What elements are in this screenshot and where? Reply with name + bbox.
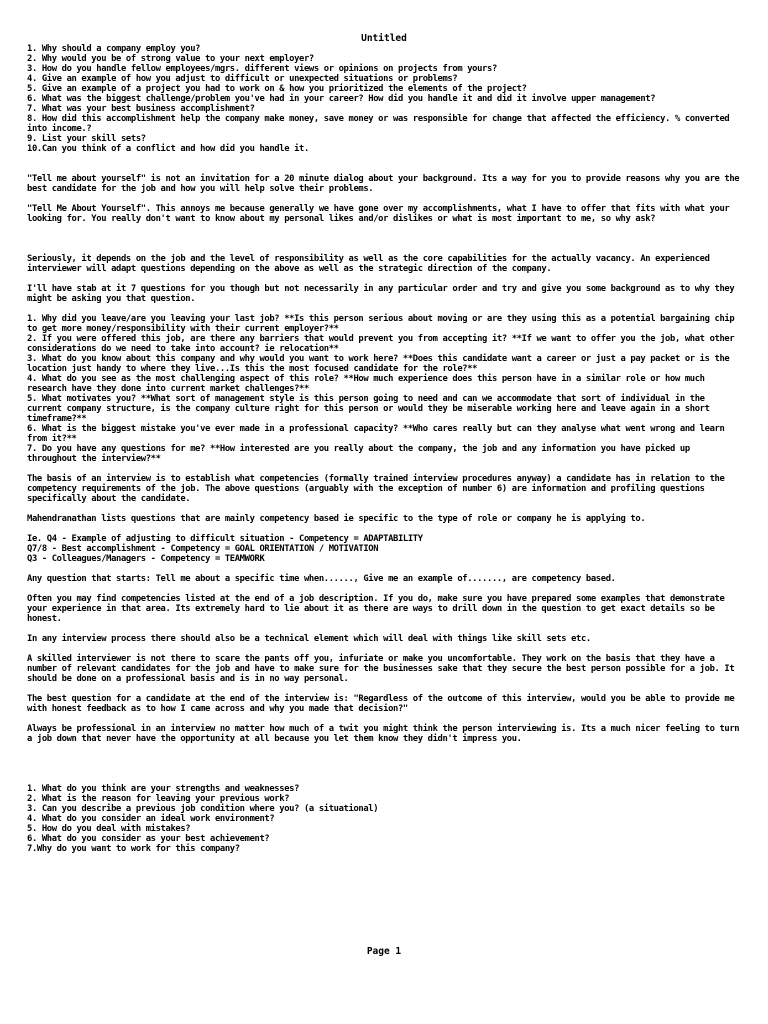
question-list-1: 1. Why should a company employ you? 2. Why would you be of strong value to your next employer? 3. How do you handle fellow employees/mgrs. different views or opinions on projects from yours? 4. Give an example of how you adjust to difficult or unexpected situations or problems? 5. Give an example of a project you had to work on & how you prioritized the elements of the project? 6. What was the biggest challenge/problem you've had in your career? How did you handle it and did it involve upper management? 7. What was your best business accomplishment? 8. How did this accomplishment help the company make money, save money or was responsible for change that affected the efficiency. % converted into income.? 9. List your skill sets? 10.Can you think of a conflict and how did you handle it. xyxy=(27,44,730,154)
paragraph-technical: In any interview process there should also be a technical element which will deal with things like skill sets etc. xyxy=(27,634,591,644)
question-list-2: 1. Why did you leave/are you leaving your last job? **Is this person serious about moving or are they using this as a potential bargaining chip to get more money/responsibility with their current employer?** 2. If you were offered this job, are there any barriers that would prevent you from accepting it? **If we want to offer you the job, what other considerations do we need to take into account? ie relocation** 3. What do you know about this company and why would you want to work here? **Does this candidate want a career or just a pay packet or is the location just handy to where they live...Is this the most focused candidate for the role?** 4. What do you see as the most challenging aspect of this role? **How much experience does this person have in a similar role or how much research have they done into current market challenges?** 5. What motivates you? **What sort of management style is this person going to need and can we accommodate that sort of individual in the current company structure, is the company culture right for this person or would they be miserable working here and leave again in a short timeframe?** 6. What is the biggest mistake you've ever made in a professional capacity? **Who cares really but can they analyse what went wrong and learn from it?** 7. Do you have any questions for me? **How interested are you really about the company, the job and any information you have picked up throughout the interview?** xyxy=(27,314,735,464)
document-title: Untitled xyxy=(361,33,407,44)
question-list-3: 1. What do you think are your strengths and weaknesses? 2. What is the reason for leaving your previous work? 3. Can you describe a previous job condition where you? (a situational) 4. What do you consider an ideal work environment? 5. How do you deal with mistakes? 6. What do you consider as your best achievement? 7.Why do you want to work for this company? xyxy=(27,784,379,854)
paragraph-seriously: Seriously, it depends on the job and the level of responsibility as well as the core capabilities for the actually vacancy. An experienced interviewer will adapt questions depending on the above as well as the strategic direction of the company. xyxy=(27,254,715,274)
document-body xyxy=(27,44,743,854)
paragraph-basis: The basis of an interview is to establish what competencies (formally trained interview procedures anyway) a candidate has in relation to the competency requirements of the job. The above questions (arguably with the exception of number 6) are information and profiling questions specifically about the candidate. xyxy=(27,474,730,504)
paragraph-always: Always be professional in an interview no matter how much of a twit you might think the person interviewing is. Its a much nicer feeling to turn a job down that never have the opportunity at all because you let them know they didn't impress you. xyxy=(27,724,745,744)
paragraph-tell-me-1: "Tell me about yourself" is not an invitation for a 20 minute dialog about your background. Its a way for you to provide reasons why you are the best candidate for the job and how you will help solve their problems. xyxy=(27,174,745,194)
page-number: Page 1 xyxy=(366,946,402,957)
paragraph-tell-me-2: "Tell Me About Yourself". This annoys me because generally we have gone over my accomplishments, what I have to offer that fits with what your looking for. You really don't want to know about my personal likes and/or dislikes or what is most important to me, so why ask? xyxy=(27,204,735,224)
paragraph-often: Often you may find competencies listed at the end of a job description. If you do, make sure you have prepared some examples that demonstrate your experience in that area. Its extremely hard to lie about it as there are ways to drill down in the question to get exact details so be honest. xyxy=(27,594,730,624)
paragraph-any-question: Any question that starts: Tell me about a specific time when......, Give me an example of......., are competency based. xyxy=(27,574,616,584)
competency-lines: Ie. Q4 - Example of adjusting to difficult situation - Competency = ADAPTABILITY Q7/8 - Best accomplishment - Competency = GOAL ORIENTATION / MOTIVATION Q3 - Colleagues/Managers - Competency = TEAMWORK xyxy=(27,534,423,564)
paragraph-best-question: The best question for a candidate at the end of the interview is: "Regardless of the outcome of this interview, would you be able to provide me with honest feedback as to how I came across and why you made that decision?" xyxy=(27,694,740,714)
paragraph-stab: I'll have stab at it 7 questions for you though but not necessarily in any particular order and try and give you some background as to why they might be asking you that question. xyxy=(27,284,740,304)
paragraph-mahendranathan: Mahendranathan lists questions that are mainly competency based ie specific to the type of role or company he is applying to. xyxy=(27,514,646,524)
paragraph-skilled: A skilled interviewer is not there to scare the pants off you, infuriate or make you uncomfortable. They work on the basis that they have a number of relevant candidates for the job and have to make sure for the businesses sake that they secure the best person possible for a job. It should be done on a professional basis and is in no way personal. xyxy=(27,654,740,684)
